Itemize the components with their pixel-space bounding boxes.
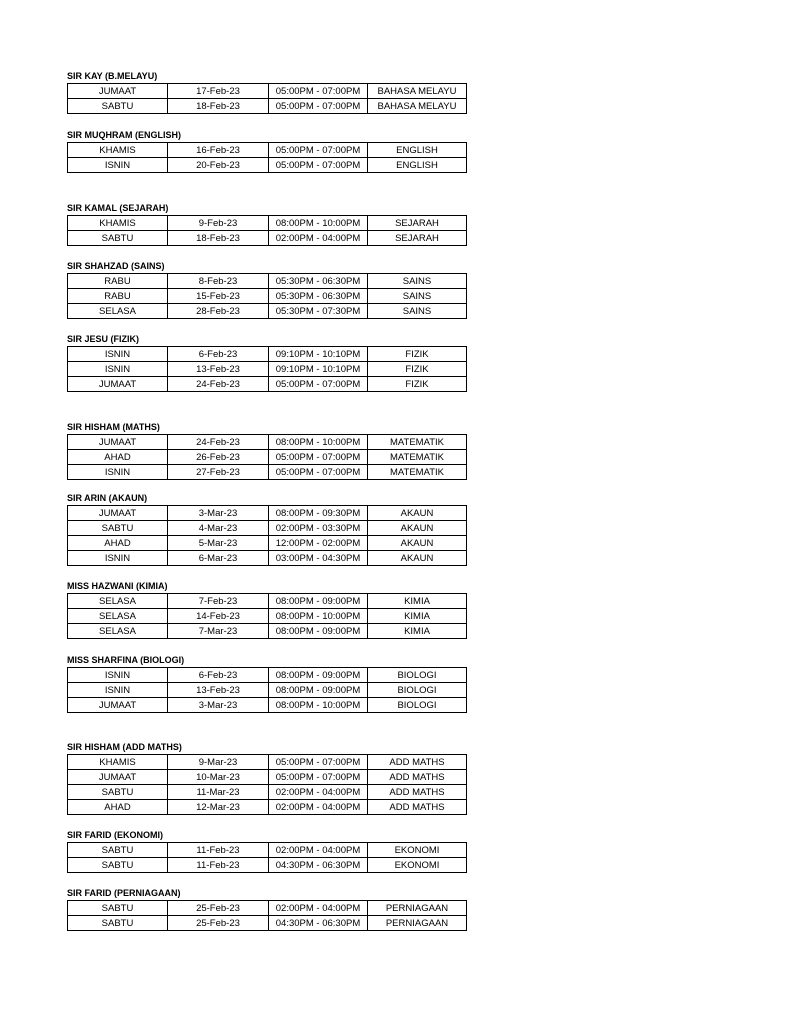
time-cell: 05:00PM - 07:00PM xyxy=(269,143,368,158)
time-cell: 05:30PM - 07:30PM xyxy=(269,304,368,319)
time-cell: 05:30PM - 06:30PM xyxy=(269,289,368,304)
table-row xyxy=(68,347,467,362)
date-cell: 6-Feb-23 xyxy=(168,668,269,683)
day-cell: SABTU xyxy=(68,843,168,858)
teacher-heading: SIR HISHAM (ADD MATHS) xyxy=(67,742,182,752)
date-cell: 27-Feb-23 xyxy=(168,465,269,480)
time-cell: 02:00PM - 04:00PM xyxy=(269,901,368,916)
teacher-heading: MISS SHARFINA (BIOLOGI) xyxy=(67,655,185,665)
day-cell: KHAMIS xyxy=(68,755,168,770)
subject-cell: AKAUN xyxy=(368,551,467,566)
subject-cell: SEJARAH xyxy=(368,231,467,246)
table-row xyxy=(68,521,467,536)
subject-cell: ENGLISH xyxy=(368,158,467,173)
table-row xyxy=(68,668,467,683)
teacher-heading: SIR MUQHRAM (ENGLISH) xyxy=(67,130,181,140)
subject-cell: KIMIA xyxy=(368,624,467,639)
date-cell: 25-Feb-23 xyxy=(168,901,269,916)
date-cell: 3-Mar-23 xyxy=(168,506,269,521)
day-cell: KHAMIS xyxy=(68,216,168,231)
date-cell: 13-Feb-23 xyxy=(168,362,269,377)
day-cell: JUMAAT xyxy=(68,698,168,713)
table-row xyxy=(68,858,467,873)
subject-cell: SAINS xyxy=(368,289,467,304)
schedule-table xyxy=(67,83,467,114)
day-cell: SELASA xyxy=(68,609,168,624)
date-cell: 17-Feb-23 xyxy=(168,84,269,99)
schedule-section xyxy=(67,741,465,815)
schedule-table xyxy=(67,754,467,815)
day-cell: RABU xyxy=(68,274,168,289)
date-cell: 15-Feb-23 xyxy=(168,289,269,304)
subject-cell: AKAUN xyxy=(368,536,467,551)
schedule-section xyxy=(67,654,465,713)
table-row xyxy=(68,362,467,377)
date-cell: 11-Mar-23 xyxy=(168,785,269,800)
date-cell: 28-Feb-23 xyxy=(168,304,269,319)
table-row xyxy=(68,755,467,770)
time-cell: 12:00PM - 02:00PM xyxy=(269,536,368,551)
time-cell: 08:00PM - 10:00PM xyxy=(269,216,368,231)
date-cell: 26-Feb-23 xyxy=(168,450,269,465)
time-cell: 08:00PM - 09:00PM xyxy=(269,668,368,683)
table-row xyxy=(68,435,467,450)
schedule-section xyxy=(67,421,465,480)
schedule-table xyxy=(67,593,467,639)
time-cell: 02:00PM - 04:00PM xyxy=(269,785,368,800)
schedule-section xyxy=(67,202,465,246)
table-row xyxy=(68,698,467,713)
schedule-section xyxy=(67,580,465,639)
subject-cell: KIMIA xyxy=(368,594,467,609)
table-row xyxy=(68,84,467,99)
table-row xyxy=(68,465,467,480)
teacher-heading: SIR FARID (PERNIAGAAN) xyxy=(67,888,181,898)
date-cell: 8-Feb-23 xyxy=(168,274,269,289)
schedule-table xyxy=(67,273,467,319)
date-cell: 7-Mar-23 xyxy=(168,624,269,639)
date-cell: 9-Feb-23 xyxy=(168,216,269,231)
date-cell: 5-Mar-23 xyxy=(168,536,269,551)
schedule-table xyxy=(67,215,467,246)
day-cell: ISNIN xyxy=(68,347,168,362)
subject-cell: SAINS xyxy=(368,304,467,319)
subject-cell: ADD MATHS xyxy=(368,770,467,785)
date-cell: 20-Feb-23 xyxy=(168,158,269,173)
table-row xyxy=(68,377,467,392)
day-cell: JUMAAT xyxy=(68,770,168,785)
subject-cell: ADD MATHS xyxy=(368,785,467,800)
schedule-section xyxy=(67,829,465,873)
schedule-section xyxy=(67,492,465,566)
table-row xyxy=(68,216,467,231)
schedule-table xyxy=(67,142,467,173)
time-cell: 03:00PM - 04:30PM xyxy=(269,551,368,566)
schedule-table xyxy=(67,667,467,713)
teacher-heading: MISS HAZWANI (KIMIA) xyxy=(67,581,168,591)
date-cell: 6-Mar-23 xyxy=(168,551,269,566)
schedule-table xyxy=(67,346,467,392)
date-cell: 10-Mar-23 xyxy=(168,770,269,785)
table-row xyxy=(68,683,467,698)
time-cell: 08:00PM - 10:00PM xyxy=(269,698,368,713)
time-cell: 08:00PM - 09:00PM xyxy=(269,624,368,639)
teacher-heading: SIR JESU (FIZIK) xyxy=(67,334,140,344)
date-cell: 7-Feb-23 xyxy=(168,594,269,609)
teacher-heading: SIR SHAHZAD (SAINS) xyxy=(67,261,165,271)
subject-cell: SEJARAH xyxy=(368,216,467,231)
time-cell: 05:00PM - 07:00PM xyxy=(269,755,368,770)
day-cell: SELASA xyxy=(68,304,168,319)
day-cell: JUMAAT xyxy=(68,506,168,521)
subject-cell: EKONOMI xyxy=(368,843,467,858)
day-cell: SABTU xyxy=(68,231,168,246)
time-cell: 09:10PM - 10:10PM xyxy=(269,362,368,377)
day-cell: KHAMIS xyxy=(68,143,168,158)
date-cell: 16-Feb-23 xyxy=(168,143,269,158)
time-cell: 05:00PM - 07:00PM xyxy=(269,84,368,99)
schedule-section xyxy=(67,129,465,173)
time-cell: 08:00PM - 09:00PM xyxy=(269,683,368,698)
teacher-heading: SIR HISHAM (MATHS) xyxy=(67,422,160,432)
subject-cell: MATEMATIK xyxy=(368,465,467,480)
date-cell: 18-Feb-23 xyxy=(168,99,269,114)
teacher-heading: SIR KAMAL (SEJARAH) xyxy=(67,203,169,213)
date-cell: 24-Feb-23 xyxy=(168,435,269,450)
time-cell: 02:00PM - 03:30PM xyxy=(269,521,368,536)
day-cell: RABU xyxy=(68,289,168,304)
date-cell: 6-Feb-23 xyxy=(168,347,269,362)
time-cell: 08:00PM - 10:00PM xyxy=(269,435,368,450)
subject-cell: BAHASA MELAYU xyxy=(368,99,467,114)
day-cell: SABTU xyxy=(68,521,168,536)
date-cell: 4-Mar-23 xyxy=(168,521,269,536)
table-row xyxy=(68,231,467,246)
subject-cell: BAHASA MELAYU xyxy=(368,84,467,99)
date-cell: 11-Feb-23 xyxy=(168,858,269,873)
time-cell: 05:00PM - 07:00PM xyxy=(269,158,368,173)
subject-cell: AKAUN xyxy=(368,506,467,521)
subject-cell: FIZIK xyxy=(368,347,467,362)
time-cell: 04:30PM - 06:30PM xyxy=(269,858,368,873)
date-cell: 13-Feb-23 xyxy=(168,683,269,698)
date-cell: 3-Mar-23 xyxy=(168,698,269,713)
day-cell: SABTU xyxy=(68,785,168,800)
teacher-heading: SIR KAY (B.MELAYU) xyxy=(67,71,158,81)
table-row xyxy=(68,99,467,114)
day-cell: ISNIN xyxy=(68,158,168,173)
table-row xyxy=(68,551,467,566)
day-cell: JUMAAT xyxy=(68,377,168,392)
table-row xyxy=(68,450,467,465)
time-cell: 05:00PM - 07:00PM xyxy=(269,770,368,785)
day-cell: ISNIN xyxy=(68,668,168,683)
schedule-section xyxy=(67,887,465,931)
time-cell: 02:00PM - 04:00PM xyxy=(269,843,368,858)
table-row xyxy=(68,594,467,609)
time-cell: 05:00PM - 07:00PM xyxy=(269,465,368,480)
date-cell: 25-Feb-23 xyxy=(168,916,269,931)
table-row xyxy=(68,901,467,916)
day-cell: ISNIN xyxy=(68,465,168,480)
subject-cell: MATEMATIK xyxy=(368,450,467,465)
date-cell: 24-Feb-23 xyxy=(168,377,269,392)
table-row xyxy=(68,624,467,639)
schedule-section xyxy=(67,260,465,319)
date-cell: 11-Feb-23 xyxy=(168,843,269,858)
subject-cell: KIMIA xyxy=(368,609,467,624)
table-row xyxy=(68,609,467,624)
subject-cell: ADD MATHS xyxy=(368,800,467,815)
subject-cell: AKAUN xyxy=(368,521,467,536)
time-cell: 08:00PM - 09:00PM xyxy=(269,594,368,609)
schedule-table xyxy=(67,900,467,931)
time-cell: 08:00PM - 09:30PM xyxy=(269,506,368,521)
table-row xyxy=(68,304,467,319)
table-row xyxy=(68,536,467,551)
table-row xyxy=(68,916,467,931)
subject-cell: PERNIAGAAN xyxy=(368,916,467,931)
day-cell: SABTU xyxy=(68,916,168,931)
subject-cell: BIOLOGI xyxy=(368,698,467,713)
subject-cell: EKONOMI xyxy=(368,858,467,873)
table-row xyxy=(68,770,467,785)
subject-cell: ADD MATHS xyxy=(368,755,467,770)
day-cell: SABTU xyxy=(68,99,168,114)
date-cell: 14-Feb-23 xyxy=(168,609,269,624)
schedule-table xyxy=(67,434,467,480)
time-cell: 08:00PM - 10:00PM xyxy=(269,609,368,624)
teacher-heading: SIR ARIN (AKAUN) xyxy=(67,493,148,503)
table-row xyxy=(68,274,467,289)
day-cell: SABTU xyxy=(68,901,168,916)
table-row xyxy=(68,289,467,304)
day-cell: ISNIN xyxy=(68,362,168,377)
table-row xyxy=(68,800,467,815)
day-cell: AHAD xyxy=(68,450,168,465)
time-cell: 05:30PM - 06:30PM xyxy=(269,274,368,289)
day-cell: SABTU xyxy=(68,858,168,873)
table-row xyxy=(68,843,467,858)
time-cell: 02:00PM - 04:00PM xyxy=(269,231,368,246)
subject-cell: FIZIK xyxy=(368,377,467,392)
day-cell: AHAD xyxy=(68,800,168,815)
subject-cell: MATEMATIK xyxy=(368,435,467,450)
table-row xyxy=(68,158,467,173)
schedule-section xyxy=(67,70,465,114)
day-cell: ISNIN xyxy=(68,551,168,566)
day-cell: JUMAAT xyxy=(68,435,168,450)
time-cell: 05:00PM - 07:00PM xyxy=(269,450,368,465)
schedule-table xyxy=(67,842,467,873)
day-cell: SELASA xyxy=(68,624,168,639)
subject-cell: PERNIAGAAN xyxy=(368,901,467,916)
date-cell: 9-Mar-23 xyxy=(168,755,269,770)
subject-cell: ENGLISH xyxy=(368,143,467,158)
day-cell: AHAD xyxy=(68,536,168,551)
schedule-table xyxy=(67,505,467,566)
time-cell: 04:30PM - 06:30PM xyxy=(269,916,368,931)
table-row xyxy=(68,785,467,800)
subject-cell: SAINS xyxy=(368,274,467,289)
time-cell: 05:00PM - 07:00PM xyxy=(269,377,368,392)
day-cell: JUMAAT xyxy=(68,84,168,99)
subject-cell: BIOLOGI xyxy=(368,683,467,698)
time-cell: 09:10PM - 10:10PM xyxy=(269,347,368,362)
time-cell: 02:00PM - 04:00PM xyxy=(269,800,368,815)
table-row xyxy=(68,143,467,158)
schedule-section xyxy=(67,333,465,392)
date-cell: 12-Mar-23 xyxy=(168,800,269,815)
subject-cell: FIZIK xyxy=(368,362,467,377)
time-cell: 05:00PM - 07:00PM xyxy=(269,99,368,114)
table-row xyxy=(68,506,467,521)
teacher-heading: SIR FARID (EKONOMI) xyxy=(67,830,163,840)
subject-cell: BIOLOGI xyxy=(368,668,467,683)
day-cell: SELASA xyxy=(68,594,168,609)
date-cell: 18-Feb-23 xyxy=(168,231,269,246)
day-cell: ISNIN xyxy=(68,683,168,698)
